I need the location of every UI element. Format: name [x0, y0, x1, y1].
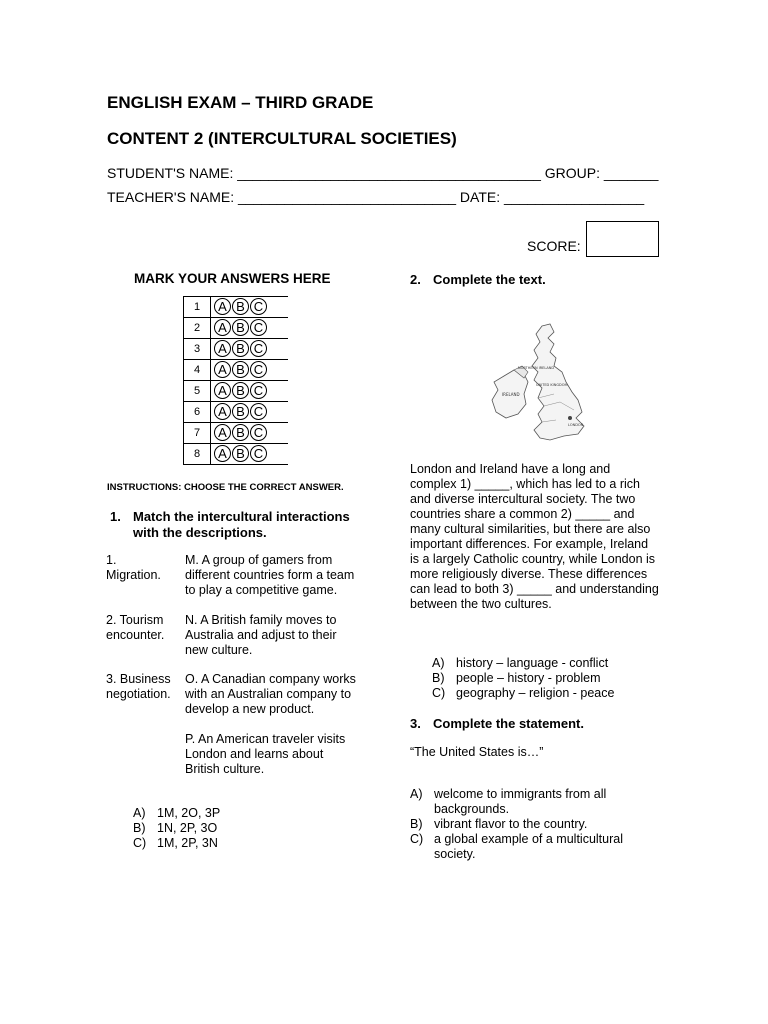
q1-option-a[interactable]: A) 1M, 2O, 3P [133, 806, 221, 820]
q2-option-b[interactable]: B) people – history - problem [432, 671, 601, 685]
q3-options [410, 787, 623, 862]
answer-row [184, 444, 289, 465]
answer-row-number: 3 [184, 339, 211, 360]
map-label-uk: UNITED KINGDOM [536, 383, 568, 387]
answer-bubbles [211, 360, 289, 381]
answer-row [184, 318, 289, 339]
q2-paragraph: London and Ireland have a long and complex 1) _____, which has led to a rich and diverse intercultural society. The two countries share a common 2) _____ and many cultural similarities, but there are also important differences. For example, Ireland is a largely Catholic country, while London is more religiously diverse. These differences can lead to both 3) _____ and understanding between the two cultures. [410, 462, 659, 611]
map-label-northern-ireland: NORTHERN IRELAND [518, 366, 555, 370]
answer-bubble-b[interactable]: B [232, 382, 249, 399]
answer-bubble-b[interactable]: B [232, 403, 249, 420]
q2-number: 2. [410, 272, 421, 287]
answer-bubbles [211, 297, 289, 318]
q1-desc-o: O. A Canadian company works with an Australian company to develop a new product. [185, 672, 356, 716]
teacher-name-line[interactable]: TEACHER'S NAME: ____________________________ DATE: __________________ [107, 189, 645, 205]
answer-bubble-c[interactable]: C [250, 298, 267, 315]
answer-bubble-b[interactable]: B [232, 298, 249, 315]
answer-row [184, 423, 289, 444]
answer-bubble-c[interactable]: C [250, 319, 267, 336]
student-name-line[interactable]: STUDENT'S NAME: _______________________________________ GROUP: _______ [107, 165, 659, 181]
map-label-ireland: IRELAND [502, 392, 520, 397]
q1-option-b[interactable]: B) 1N, 2P, 3O [133, 821, 218, 835]
answer-bubble-c[interactable]: C [250, 424, 267, 441]
q3-option-b[interactable]: B) vibrant flavor to the country. [410, 817, 588, 831]
instructions: INSTRUCTIONS: CHOOSE THE CORRECT ANSWER. [107, 482, 344, 493]
answer-row-number: 5 [184, 381, 211, 402]
answer-sheet-grid [183, 296, 288, 465]
q1-desc-m: M. A group of gamers from different countries form a team to play a competitive game. [185, 553, 355, 597]
answer-bubble-a[interactable]: A [214, 424, 231, 441]
answer-bubble-a[interactable]: A [214, 319, 231, 336]
answer-bubbles [211, 339, 289, 360]
answer-bubble-a[interactable]: A [214, 403, 231, 420]
q1-desc-p: P. An American traveler visits London and learns about British culture. [185, 732, 346, 776]
answer-row-number: 6 [184, 402, 211, 423]
q1-left-2: 2. Tourism encounter. [106, 613, 165, 642]
answer-bubble-b[interactable]: B [232, 340, 249, 357]
london-marker-icon [568, 416, 572, 420]
answer-row [184, 297, 289, 318]
q2-prompt: Complete the text. [433, 272, 546, 287]
q3-option-c[interactable]: C) a global example of a multicultural society. [410, 832, 623, 861]
answer-bubble-a[interactable]: A [214, 298, 231, 315]
q1-options [133, 806, 220, 851]
answer-row [184, 381, 289, 402]
answer-bubbles [211, 318, 289, 339]
answer-row-number: 1 [184, 297, 211, 318]
answer-bubble-a[interactable]: A [214, 340, 231, 357]
score-label: SCORE: [527, 238, 581, 254]
answer-sheet-title: MARK YOUR ANSWERS HERE [134, 271, 331, 286]
answer-bubbles [211, 381, 289, 402]
answer-bubble-b[interactable]: B [232, 445, 249, 462]
answer-bubble-a[interactable]: A [214, 382, 231, 399]
q1-number: 1. [110, 509, 121, 524]
answer-bubble-c[interactable]: C [250, 445, 267, 462]
answer-row-number: 8 [184, 444, 211, 465]
content-subtitle: CONTENT 2 (INTERCULTURAL SOCIETIES) [107, 129, 457, 148]
answer-bubble-b[interactable]: B [232, 424, 249, 441]
q1-left-3: 3. Business negotiation. [106, 672, 171, 701]
q1-desc-n: N. A British family moves to Australia and adjust to their new culture. [185, 613, 337, 657]
q2-options [432, 656, 614, 701]
answer-bubbles [211, 444, 289, 465]
answer-bubble-a[interactable]: A [214, 361, 231, 378]
map-label-london: LONDON [568, 423, 584, 427]
answer-bubble-b[interactable]: B [232, 361, 249, 378]
answer-bubble-c[interactable]: C [250, 382, 267, 399]
answer-bubbles [211, 402, 289, 423]
q3-number: 3. [410, 716, 421, 731]
answer-bubble-c[interactable]: C [250, 340, 267, 357]
q1-option-c[interactable]: C) 1M, 2P, 3N [133, 836, 218, 850]
q2-option-c[interactable]: C) geography – religion - peace [432, 686, 615, 700]
q1-prompt-line2: with the descriptions. [133, 525, 267, 540]
uk-ireland-map [484, 322, 592, 448]
answer-row-number: 4 [184, 360, 211, 381]
answer-bubble-a[interactable]: A [214, 445, 231, 462]
answer-row [184, 339, 289, 360]
answer-row [184, 360, 289, 381]
answer-bubble-b[interactable]: B [232, 319, 249, 336]
answer-bubble-c[interactable]: C [250, 361, 267, 378]
q3-option-a[interactable]: A) welcome to immigrants from all backgrounds. [410, 787, 607, 816]
answer-bubble-c[interactable]: C [250, 403, 267, 420]
answer-row-number: 2 [184, 318, 211, 339]
q3-statement: “The United States is…” [410, 745, 544, 759]
score-box[interactable] [586, 221, 659, 257]
q1-prompt-line1: Match the intercultural interactions [133, 509, 350, 524]
q3-prompt: Complete the statement. [433, 716, 584, 731]
answer-row [184, 402, 289, 423]
q2-option-a[interactable]: A) history – language - conflict [432, 656, 609, 670]
answer-bubbles [211, 423, 289, 444]
answer-row-number: 7 [184, 423, 211, 444]
exam-title: ENGLISH EXAM – THIRD GRADE [107, 93, 374, 112]
q1-left-1: 1. Migration. [106, 553, 161, 582]
